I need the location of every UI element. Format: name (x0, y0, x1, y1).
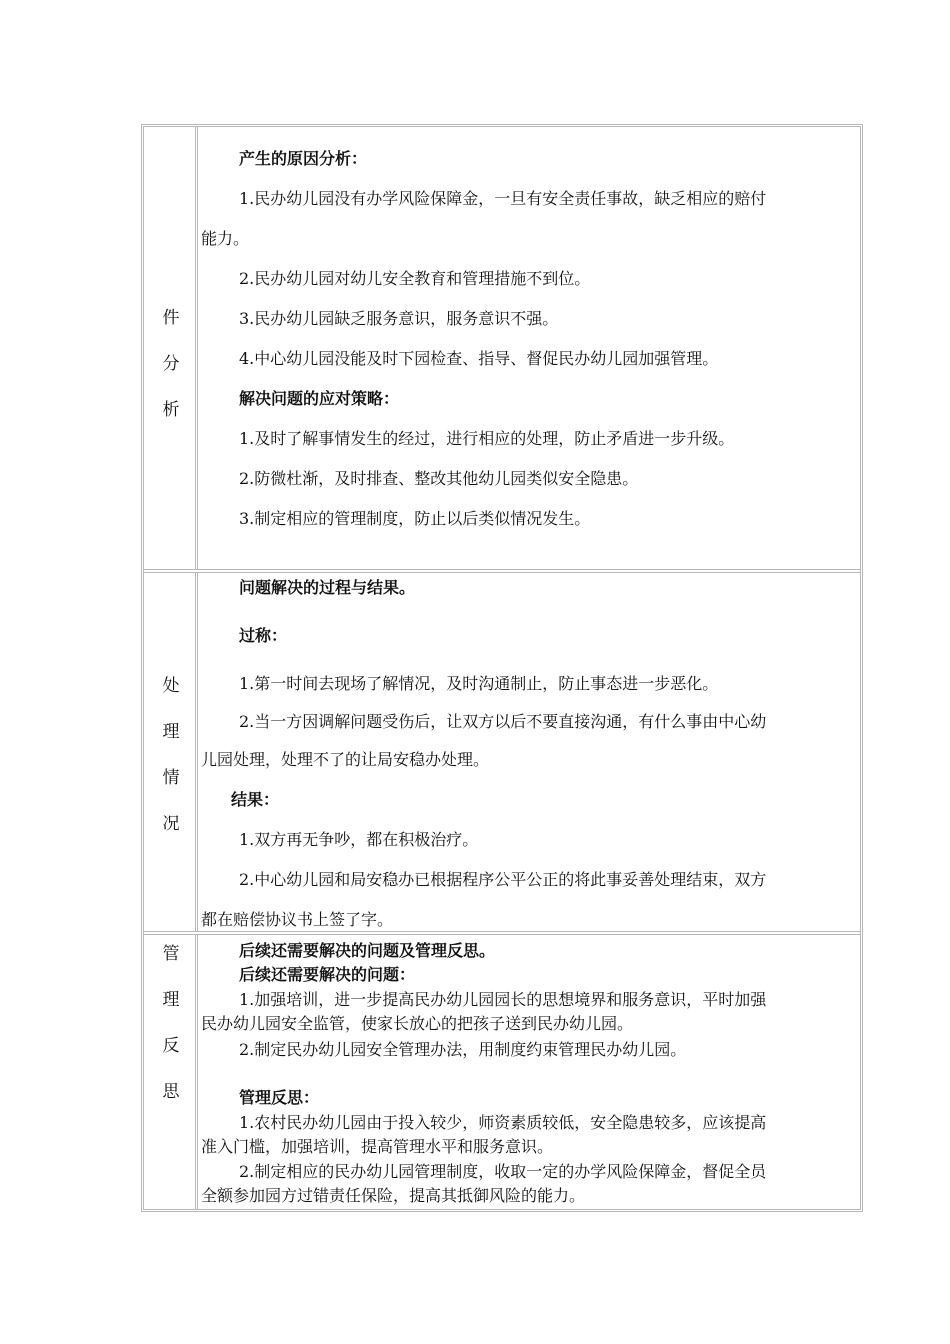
text-line: 3.制定相应的管理制度，防止以后类似情况发生。 (239, 509, 591, 528)
text-line: 民办幼儿园安全监管，使家长放心的把孩子送到民办幼儿园。 (201, 1014, 634, 1033)
text-line: 儿园处理，处理不了的让局安稳办处理。 (201, 750, 490, 769)
section-heading: 后续还需要解决的问题： (239, 965, 416, 984)
text-line: 准入门槛，加强培训，提高管理水平和服务意识。 (201, 1137, 554, 1156)
label-char: 件 (162, 308, 180, 328)
row-label-reflection (144, 935, 198, 1209)
label-char: 反 (162, 1036, 180, 1056)
text-line: 1.及时了解事情发生的经过，进行相应的处理，防止矛盾进一步升级。 (239, 429, 735, 448)
text-line: 3.民办幼儿园缺乏服务意识，服务意识不强。 (239, 309, 559, 328)
document-table (141, 124, 863, 1212)
text-line: 2.防微杜渐，及时排查、整改其他幼儿园类似安全隐患。 (239, 469, 639, 488)
label-char: 情 (162, 768, 180, 788)
row-content-handling (201, 573, 860, 931)
section-heading: 解决问题的应对策略： (239, 389, 400, 408)
section-heading: 结果： (231, 790, 280, 809)
section-heading: 产生的原因分析： (239, 149, 368, 168)
row-label-handling (144, 573, 198, 931)
section-heading: 后续还需要解决的问题及管理反思。 (239, 941, 496, 960)
text-line: 1.民办幼儿园没有办学风险保障金，一旦有安全责任事故，缺乏相应的赔付 (239, 189, 767, 208)
label-char: 理 (162, 722, 180, 742)
section-heading: 过称： (239, 626, 288, 645)
text-line: 全额参加园方过错责任保险，提高其抵御风险的能力。 (201, 1186, 586, 1205)
section-heading: 管理反思： (239, 1088, 320, 1107)
text-line: 2.制定民办幼儿园安全管理办法，用制度约束管理民办幼儿园。 (239, 1040, 687, 1059)
text-line: 2.中心幼儿园和局安稳办已根据程序公平公正的将此事妥善处理结束，双方 (239, 870, 767, 889)
label-char: 思 (162, 1082, 180, 1102)
section-heading: 问题解决的过程与结果。 (239, 578, 416, 597)
table-row-handling (144, 573, 860, 931)
label-char: 理 (162, 990, 180, 1010)
text-line: 1.农村民办幼儿园由于投入较少，师资素质较低，安全隐患较多，应该提高 (239, 1113, 767, 1132)
label-char: 况 (162, 814, 180, 834)
text-line: 2.制定相应的民办幼儿园管理制度，收取一定的办学风险保障金，督促全员 (239, 1162, 767, 1181)
row-content-reflection (201, 935, 860, 1209)
text-line: 能力。 (201, 229, 250, 248)
label-char: 管 (162, 944, 180, 964)
label-char: 分 (162, 354, 180, 374)
table-row-reflection (144, 935, 860, 1209)
table-row-analysis (144, 127, 860, 569)
text-line: 1.双方再无争吵，都在积极治疗。 (239, 830, 479, 849)
label-char: 处 (162, 676, 180, 696)
row-label-analysis (144, 127, 198, 569)
text-line: 2.民办幼儿园对幼儿安全教育和管理措施不到位。 (239, 269, 591, 288)
text-line: 2.当一方因调解问题受伤后，让双方以后不要直接沟通，有什么事由中心幼 (239, 712, 767, 731)
text-line: 1.加强培训，进一步提高民办幼儿园园长的思想境界和服务意识，平时加强 (239, 990, 767, 1009)
text-line: 1.第一时间去现场了解情况，及时沟通制止，防止事态进一步恶化。 (239, 674, 719, 693)
label-char: 析 (162, 400, 180, 420)
text-line: 4.中心幼儿园没能及时下园检查、指导、督促民办幼儿园加强管理。 (239, 349, 719, 368)
row-content-analysis (201, 127, 860, 569)
text-line: 都在赔偿协议书上签了字。 (201, 910, 394, 929)
